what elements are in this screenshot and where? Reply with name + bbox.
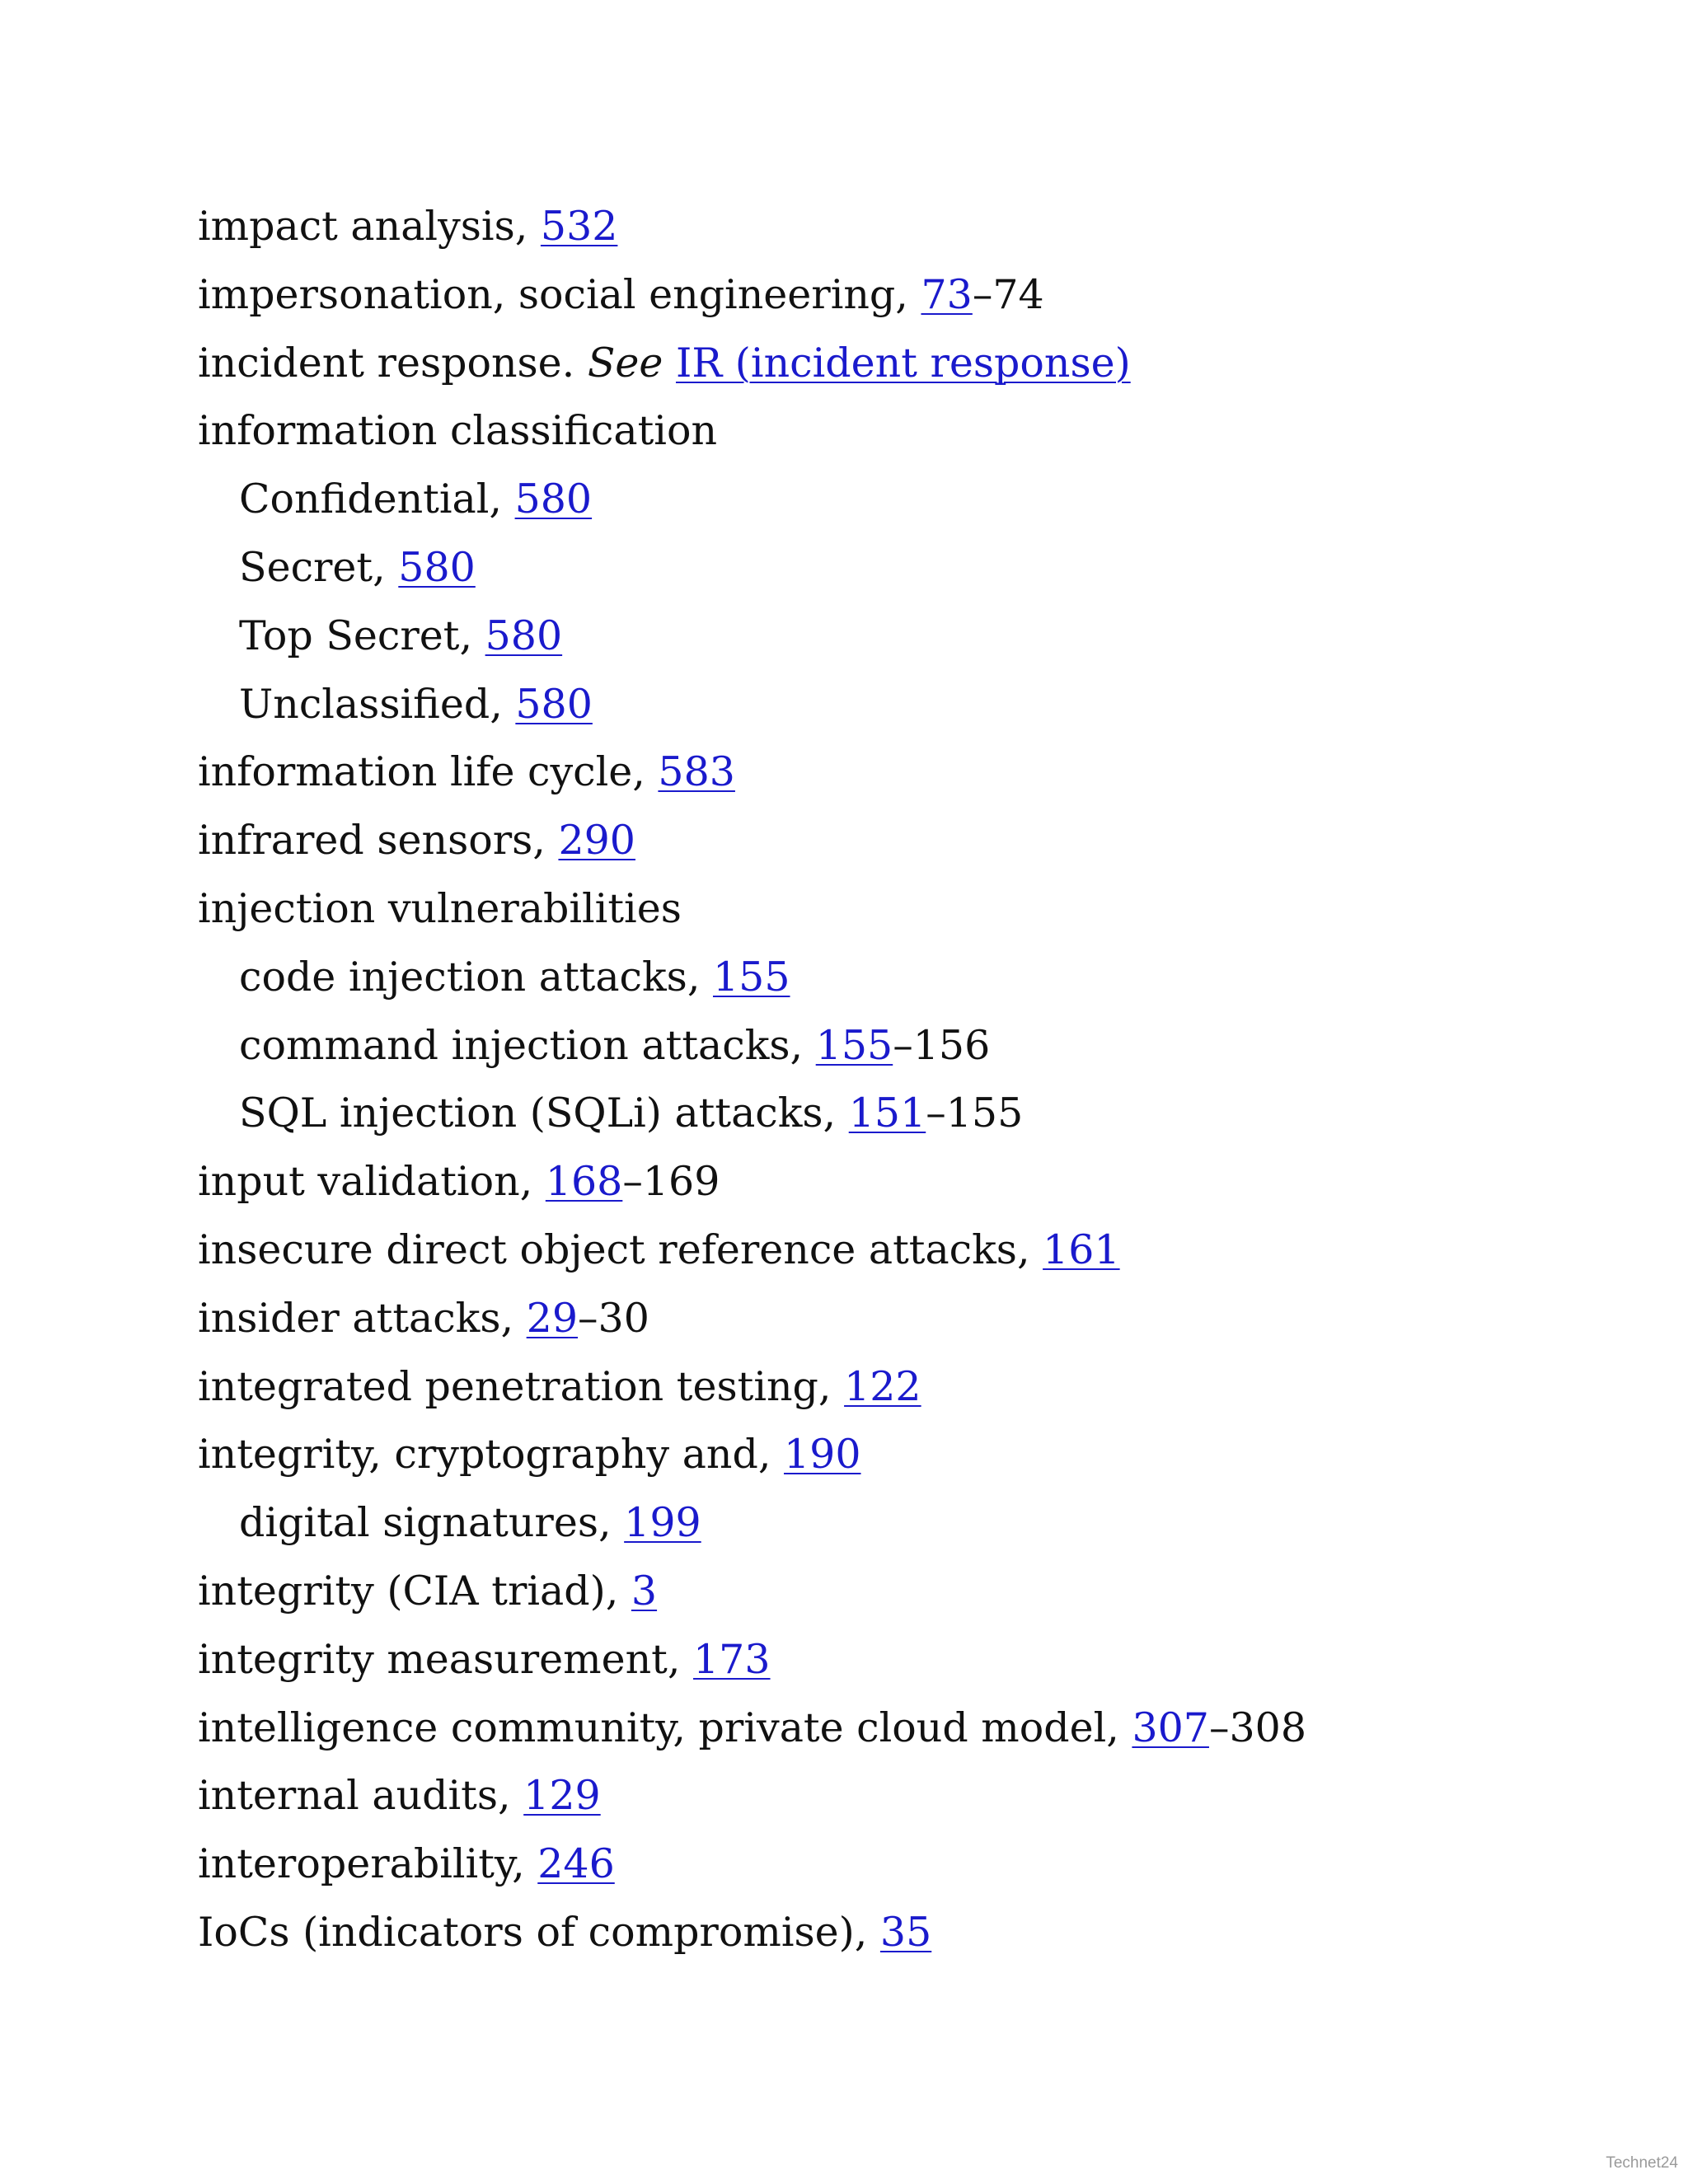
- index-entry: [198, 1216, 1599, 1285]
- page-link[interactable]: 580: [514, 476, 593, 523]
- index-term: impersonation, social engineering,: [198, 270, 921, 318]
- index-term: integrated penetration testing,: [198, 1362, 845, 1410]
- index-term: integrity, cryptography and,: [198, 1431, 784, 1479]
- index-term: Confidential,: [239, 476, 515, 523]
- page-link[interactable]: 199: [624, 1499, 701, 1547]
- index-entry: [198, 1694, 1599, 1763]
- page-range-end: –30: [578, 1294, 649, 1342]
- see-reference-link[interactable]: IR (incident response): [675, 339, 1131, 387]
- page-link[interactable]: 532: [540, 203, 618, 250]
- index-entry: [198, 1830, 1599, 1899]
- index-term: insecure direct object reference attacks,: [198, 1226, 1043, 1273]
- page-link[interactable]: 190: [783, 1431, 861, 1479]
- index-term: IoCs (indicators of compromise),: [198, 1908, 880, 1956]
- index-entry: [198, 193, 1599, 261]
- index-term: Top Secret,: [239, 612, 485, 659]
- index-subentry: [198, 671, 1599, 739]
- index-term: insider attacks,: [198, 1294, 527, 1342]
- index-subentry: [198, 1012, 1599, 1080]
- index-entry: [198, 261, 1599, 330]
- page-link[interactable]: 129: [523, 1772, 601, 1820]
- index-term: integrity measurement,: [198, 1635, 693, 1683]
- see-reference-label: See: [587, 339, 663, 387]
- index-term: Secret,: [239, 543, 399, 591]
- index-term: command injection attacks,: [239, 1021, 816, 1069]
- page-link[interactable]: 161: [1043, 1226, 1120, 1273]
- index-term: interoperability,: [198, 1840, 538, 1888]
- page-link[interactable]: 307: [1132, 1704, 1209, 1751]
- page-link[interactable]: 122: [844, 1362, 921, 1410]
- index-term: incident response.: [198, 339, 588, 387]
- page-range-end: –169: [622, 1158, 720, 1206]
- index-entry: [198, 1421, 1599, 1489]
- page-link[interactable]: 583: [658, 748, 735, 796]
- index-term: SQL injection (SQLi) attacks,: [239, 1090, 849, 1137]
- page-link[interactable]: 155: [815, 1021, 893, 1069]
- index-entry: [198, 397, 1599, 466]
- page-link[interactable]: 580: [398, 543, 476, 591]
- page-link[interactable]: 168: [545, 1158, 623, 1206]
- index-term: intelligence community, private cloud model,: [198, 1704, 1132, 1751]
- index-entry: [198, 1353, 1599, 1422]
- index-term: digital signatures,: [239, 1499, 625, 1547]
- index-subentry: [198, 466, 1599, 534]
- watermark: Technet24: [1606, 2154, 1678, 2172]
- index-term: impact analysis,: [198, 203, 541, 250]
- index-list: [198, 193, 1599, 1967]
- page-link[interactable]: 290: [558, 817, 635, 865]
- index-entry: [198, 1148, 1599, 1216]
- index-subentry: [198, 1080, 1599, 1148]
- index-entry: [198, 875, 1599, 944]
- page-link[interactable]: 173: [693, 1635, 771, 1683]
- page-link[interactable]: 3: [631, 1567, 658, 1615]
- page-range-end: –155: [926, 1090, 1024, 1137]
- index-entry: [198, 1899, 1599, 1967]
- index-entry: [198, 330, 1599, 398]
- index-subentry: [198, 1489, 1599, 1558]
- index-term: injection vulnerabilities: [198, 884, 682, 932]
- index-entry: [198, 1558, 1599, 1626]
- page-link[interactable]: 155: [712, 953, 790, 1001]
- index-entry: [198, 1626, 1599, 1694]
- index-term: input validation,: [198, 1158, 546, 1206]
- page-range-end: –74: [972, 270, 1044, 318]
- index-entry: [198, 738, 1599, 807]
- page-link[interactable]: 35: [879, 1908, 932, 1956]
- index-term: information classification: [198, 407, 718, 455]
- page-range-end: –156: [893, 1021, 991, 1069]
- index-term: Unclassified,: [239, 680, 516, 728]
- index-subentry: [198, 944, 1599, 1012]
- page-link[interactable]: 29: [526, 1294, 579, 1342]
- page-link[interactable]: 151: [848, 1090, 926, 1137]
- index-subentry: [198, 602, 1599, 671]
- index-term: information life cycle,: [198, 748, 659, 796]
- index-entry: [198, 1762, 1599, 1830]
- page-range-end: –308: [1208, 1704, 1306, 1751]
- index-term: internal audits,: [198, 1772, 524, 1820]
- index-entry: [198, 807, 1599, 875]
- index-subentry: [198, 534, 1599, 602]
- index-term: code injection attacks,: [239, 953, 713, 1001]
- page-link[interactable]: 73: [921, 270, 973, 318]
- page-link[interactable]: 246: [537, 1840, 615, 1888]
- index-term: infrared sensors,: [198, 817, 559, 865]
- page-link[interactable]: 580: [485, 612, 563, 659]
- index-term: integrity (CIA triad),: [198, 1567, 631, 1615]
- page-link[interactable]: 580: [515, 680, 593, 728]
- index-entry: [198, 1285, 1599, 1353]
